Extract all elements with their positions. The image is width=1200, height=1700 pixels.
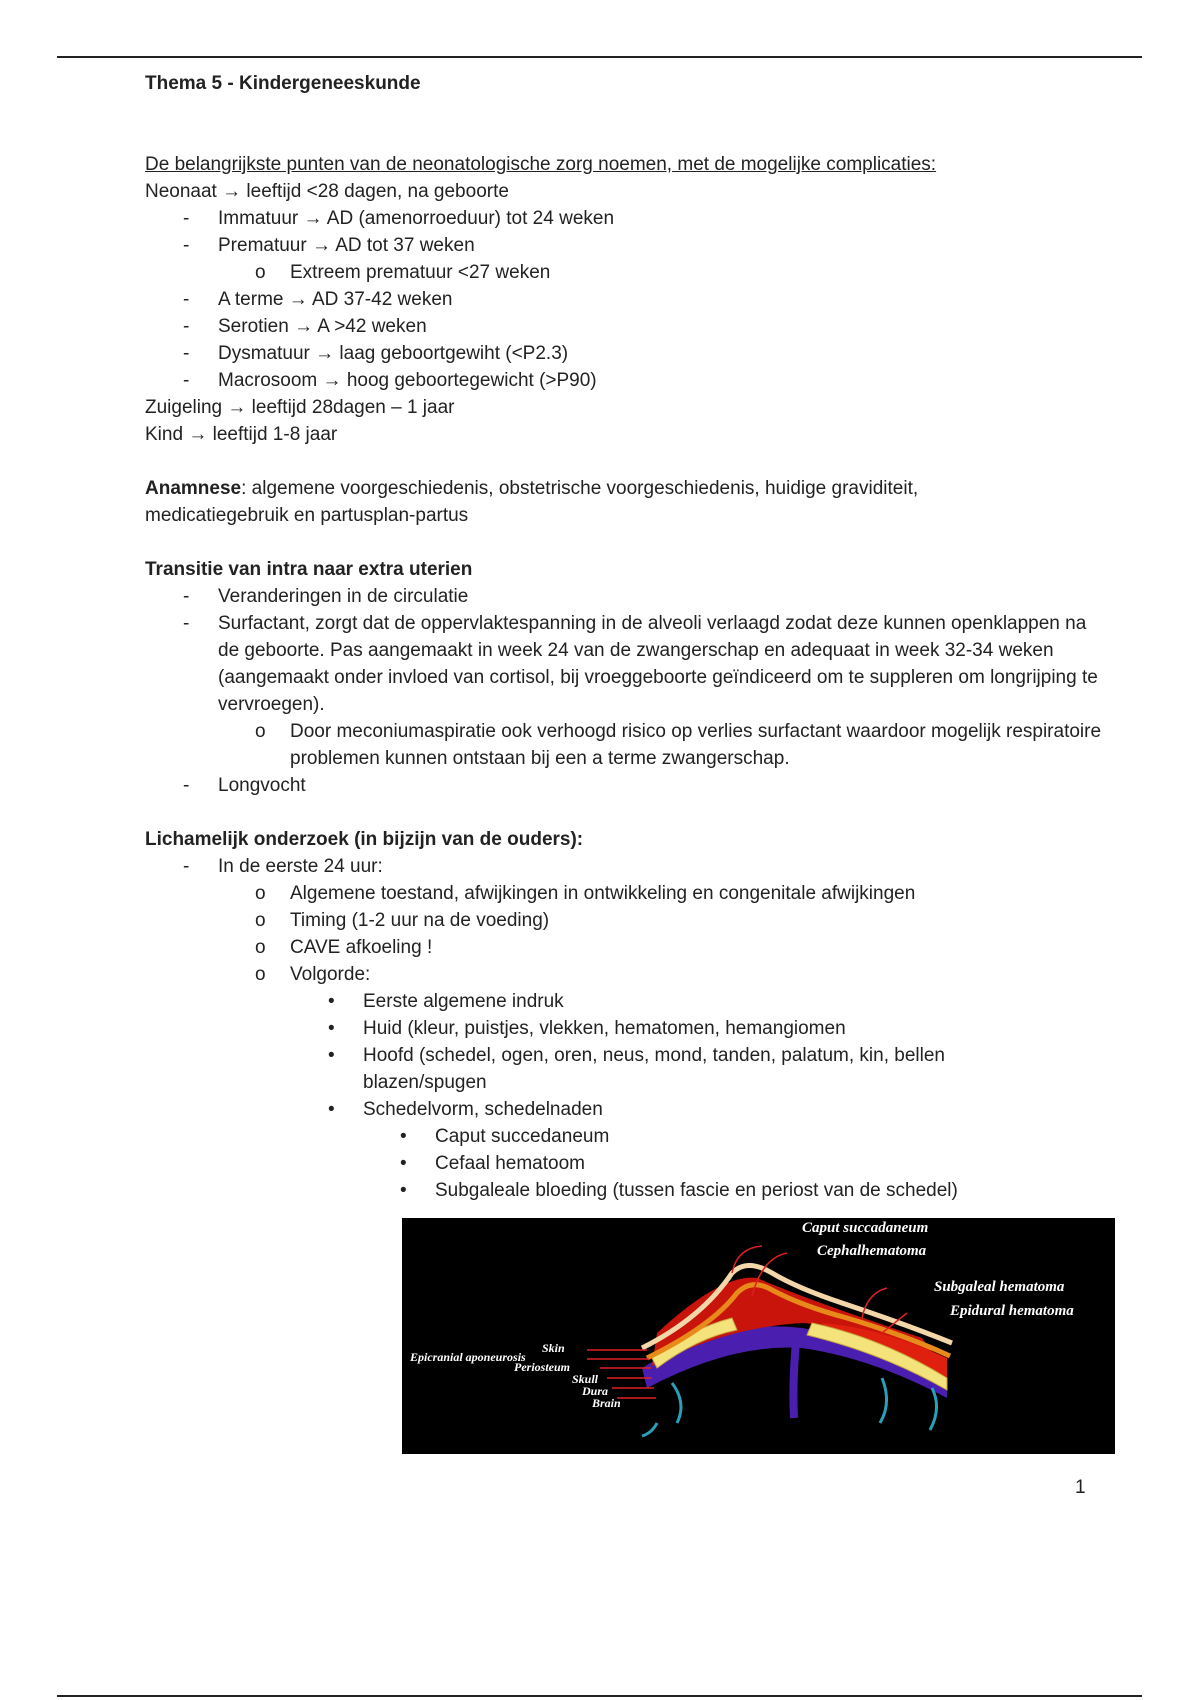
disc-bullet: •	[400, 1153, 407, 1174]
document-title: Thema 5 - Kindergeneeskunde	[145, 73, 421, 94]
item-text: Hoofd (schedel, ogen, oren, neus, mond, tanden, palatum, kin, bellen blazen/spugen	[363, 1045, 945, 1093]
list-item	[145, 880, 1105, 907]
item-text: Veranderingen in de circulatie	[218, 586, 469, 607]
disc-bullet: •	[400, 1126, 407, 1147]
term-description: AD (amenorroeduur) tot 24 weken	[326, 208, 615, 229]
item-text: Volgorde:	[290, 964, 371, 985]
footer-rule	[57, 1695, 1142, 1697]
list-item	[145, 988, 1105, 1015]
circle-bullet: o	[255, 964, 266, 985]
list-item	[145, 1177, 1105, 1204]
document-page	[145, 70, 1105, 1204]
list-item	[145, 772, 1105, 799]
term-description: AD tot 37 weken	[335, 235, 475, 256]
list-item	[145, 313, 1105, 340]
list-item	[145, 961, 1105, 988]
item-text: Algemene toestand, afwijkingen in ontwikkeling en congenitale afwijkingen	[290, 883, 916, 904]
list-item	[145, 718, 1120, 772]
term-label: Prematuur	[218, 235, 307, 256]
dash-bullet: -	[183, 235, 190, 256]
item-text: Huid (kleur, puistjes, vlekken, hematomen, hemangiomen	[363, 1018, 846, 1039]
term-label: Dysmatuur	[218, 343, 310, 364]
arrow-icon: →	[188, 424, 208, 445]
neonaat-line	[145, 178, 1105, 205]
figure-label-skull: Skull	[572, 1372, 599, 1386]
disc-bullet: •	[328, 1045, 335, 1066]
figure-label-epidural: Epidural hematoma	[950, 1303, 1074, 1319]
kind-line	[145, 421, 1105, 448]
list-item	[145, 286, 1105, 313]
anamnese-text: : algemene voorgeschiedenis, obstetrische voorgeschiedenis, huidige graviditeit, medicatiegebruik en partusplan-partus	[145, 478, 919, 526]
list-item	[145, 1123, 1105, 1150]
dash-bullet: -	[183, 370, 190, 391]
item-text: In de eerste 24 uur:	[218, 856, 383, 877]
term-label: Immatuur	[218, 208, 299, 229]
term-label: Zuigeling	[145, 397, 223, 418]
figure-label-dura: Dura	[582, 1384, 609, 1398]
disc-bullet: •	[328, 1099, 335, 1120]
term-description: Extreem prematuur <27 weken	[290, 262, 551, 283]
list-item	[145, 232, 1105, 259]
dash-bullet: -	[183, 586, 190, 607]
anamnese-paragraph	[145, 475, 975, 529]
item-text: Schedelvorm, schedelnaden	[363, 1099, 603, 1120]
figure-label-subgaleal: Subgaleal hematoma	[934, 1279, 1065, 1295]
disc-bullet: •	[400, 1180, 407, 1201]
list-item	[145, 610, 1106, 718]
figure-label-skin: Skin	[542, 1341, 565, 1355]
list-item	[145, 340, 1105, 367]
section-heading-onderzoek: Lichamelijk onderzoek (in bijzijn van de ouders):	[145, 829, 584, 850]
dash-bullet: -	[183, 208, 190, 229]
circle-bullet: o	[255, 883, 266, 904]
arrow-icon: →	[315, 343, 335, 364]
arrow-icon: →	[311, 235, 331, 256]
figure-label-cephalhematoma: Cephalhematoma	[817, 1243, 927, 1259]
list-item	[145, 907, 1105, 934]
item-text: Caput succedaneum	[435, 1126, 610, 1147]
section-heading-neonatologie: De belangrijkste punten van de neonatologische zorg noemen, met de mogelijke complicaties:	[145, 154, 937, 175]
dash-bullet: -	[183, 775, 190, 796]
arrow-icon: →	[294, 316, 314, 337]
item-text: Subgaleale bloeding (tussen fascie en periost van de schedel)	[435, 1180, 958, 1201]
term-description: A >42 weken	[317, 316, 427, 337]
dash-bullet: -	[183, 613, 190, 634]
list-item	[145, 1150, 1105, 1177]
arrow-icon: →	[227, 397, 247, 418]
arrow-icon: →	[222, 181, 242, 202]
list-item	[145, 1042, 993, 1096]
item-text: Surfactant, zorgt dat de oppervlaktespanning in de alveoli verlaagd zodat deze kunnen openklappen na de geboorte. Pas aangemaakt in week 24 van de zwangerschap en adequaat in week 32-34 weken (aangemaakt onder invloed van cortisol, bij vroeggeboorte geïndiceerd om te suppleren om longrijping te vervroegen).	[218, 613, 1098, 715]
item-text: Door meconiumaspiratie ook verhoogd risico op verlies surfactant waardoor mogelijk respiratoire problemen kunnen ontstaan bij een a terme zwangerschap.	[290, 721, 1102, 769]
item-text: Longvocht	[218, 775, 306, 796]
list-item	[145, 1096, 1105, 1123]
arrow-icon: →	[322, 370, 342, 391]
figure-label-aponeurosis: Epicranial aponeurosis	[410, 1350, 526, 1364]
scalp-hematoma-illustration	[402, 1218, 1115, 1454]
zuigeling-line	[145, 394, 1105, 421]
term-label: Macrosoom	[218, 370, 318, 391]
anamnese-label: Anamnese	[145, 478, 242, 499]
item-text: CAVE afkoeling !	[290, 937, 433, 958]
term-description: leeftijd 1-8 jaar	[212, 424, 338, 445]
arrow-icon: →	[288, 289, 308, 310]
dash-bullet: -	[183, 316, 190, 337]
figure-label-brain: Brain	[592, 1396, 621, 1410]
disc-bullet: •	[328, 991, 335, 1012]
figure-label-caput: Caput succadaneum	[802, 1220, 929, 1236]
circle-bullet: o	[255, 721, 266, 742]
list-item	[145, 259, 1105, 286]
term-label: Neonaat	[145, 181, 217, 202]
list-item	[145, 934, 1105, 961]
circle-bullet: o	[255, 910, 266, 931]
arrow-icon: →	[303, 208, 323, 229]
term-label: Kind	[145, 424, 184, 445]
term-description: leeftijd 28dagen – 1 jaar	[251, 397, 455, 418]
list-item	[145, 205, 1105, 232]
term-label: Serotien	[218, 316, 289, 337]
dash-bullet: -	[183, 856, 190, 877]
list-item	[145, 1015, 1105, 1042]
disc-bullet: •	[328, 1018, 335, 1039]
term-description: laag geboortgewiht (<P2.3)	[339, 343, 569, 364]
circle-bullet: o	[255, 937, 266, 958]
page-number: 1	[1075, 1477, 1086, 1498]
term-description: hoog geboortegewicht (>P90)	[346, 370, 597, 391]
item-text: Timing (1-2 uur na de voeding)	[290, 910, 550, 931]
term-description: AD 37-42 weken	[312, 289, 453, 310]
header-rule	[57, 56, 1142, 58]
circle-bullet: o	[255, 262, 266, 283]
figure-label-periosteum: Periosteum	[514, 1360, 570, 1374]
item-text: Eerste algemene indruk	[363, 991, 564, 1012]
dash-bullet: -	[183, 343, 190, 364]
term-description: leeftijd <28 dagen, na geboorte	[246, 181, 509, 202]
term-label: A terme	[218, 289, 284, 310]
item-text: Cefaal hematoom	[435, 1153, 585, 1174]
list-item	[145, 583, 1105, 610]
list-item	[145, 367, 1105, 394]
dash-bullet: -	[183, 289, 190, 310]
section-heading-transitie: Transitie van intra naar extra uterien	[145, 559, 473, 580]
list-item	[145, 853, 1105, 880]
